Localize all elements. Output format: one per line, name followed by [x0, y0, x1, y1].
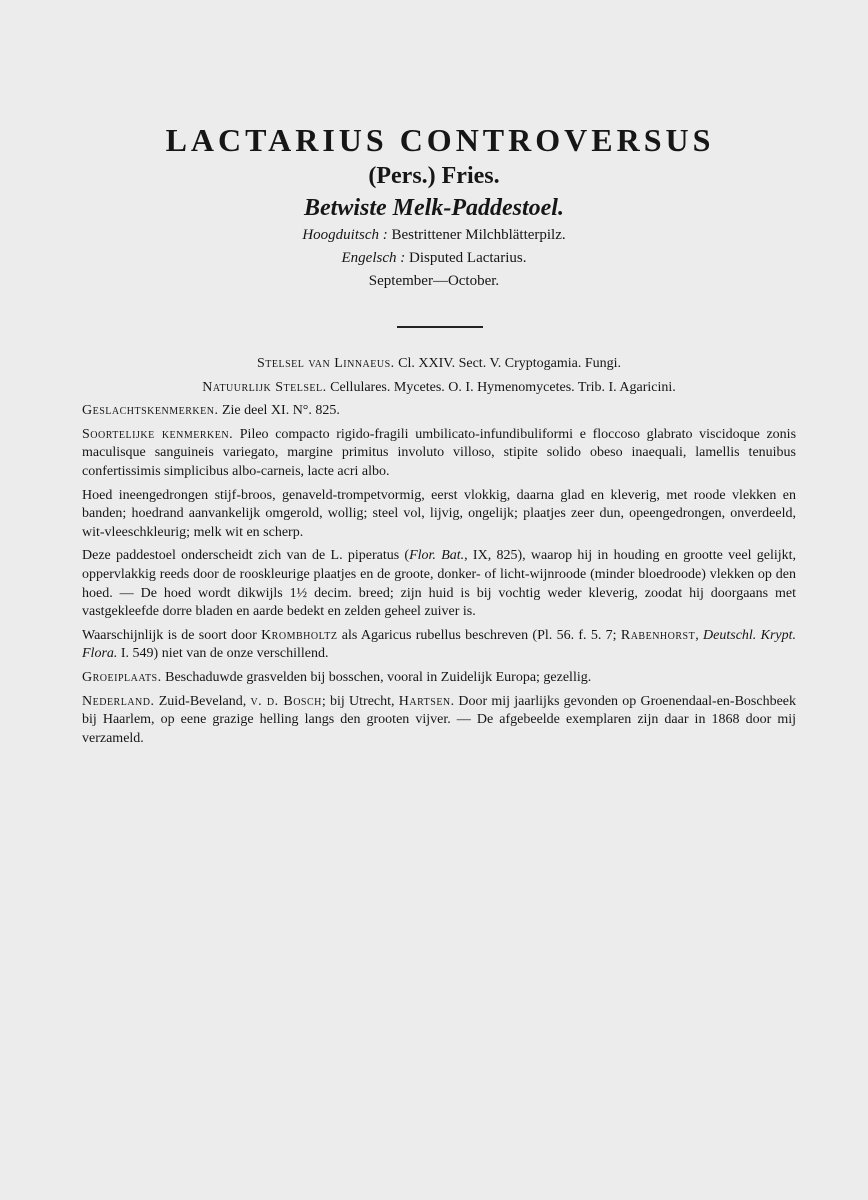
season: September—October.	[368, 273, 500, 289]
synonym-text-2: als Agaricus rubellus beschreven (Pl. 56. f. 5. 7;	[341, 627, 617, 643]
linnaeus-system	[82, 355, 796, 374]
nl-collector-2: Hartsen	[398, 693, 451, 709]
comparison-text-1: Deze paddestoel onderscheidt zich van de L. piperatus (	[82, 548, 410, 564]
genus-characters	[82, 402, 796, 421]
natural-text: Cellulares. Mycetes. O. I. Hymenomycetes. Trib. I. Agaricini.	[330, 379, 676, 395]
synonym-text-1: Waarschijnlijk is de soort door	[82, 627, 257, 643]
species-authority: (Pers.) Fries.	[368, 163, 500, 189]
nl-collector-1: v. d. Bosch	[250, 693, 322, 709]
genus-label: Geslachtskenmerken.	[82, 403, 219, 419]
species-text: Pileo compacto rigido-fragili umbilicato-infundibuliformi e floccoso glabrato viscidoque zonis maculisque sanguineis variegato, margine primitus involuto villoso, stipite solido obeso inaequali, lamellis tenuibus confertissimis simplicibus albo-carneis, lacte acri albo.	[82, 426, 797, 479]
german-name: Bestrittener Milchblätterpilz.	[391, 227, 566, 243]
natural-label: Natuurlijk Stelsel.	[202, 379, 327, 395]
body-text	[82, 355, 796, 753]
comparison-paragraph	[82, 547, 796, 621]
comparison-text-2: , IX, 825), waarop hij in houding en grootte veel gelijkt, oppervlakkig reeds door de rooskleurige plaatjes en de groote, donker- of licht-wijnroode (minder bloedroode) vlekken op den hoed. — De hoed wordt dikwijls 1½ decim. breed; zijn huid is bij vochtig weder kleverig, zoodat hij doorgaans met vastgekleefde dorre bladen en aarde bedekt en zelden geheel zuiver is.	[82, 548, 797, 620]
title-block	[0, 120, 868, 293]
synonym-text-4: I. 549) niet van de onze verschillend.	[120, 646, 329, 662]
description-paragraph: Hoed ineengedrongen stijf-broos, genaveld-trompetvormig, eerst vlokkig, daarna glad en kleverig, met roode vlekken en banden; hoedrand aanvankelijk omgerold, wollig; steel vol, lijvig, ongelijk; plaatjes zeer dun, opeengedrongen, onverdeeld, wit-vleeschkleurig; melk wit en scherp.	[82, 487, 796, 540]
netherlands-paragraph	[82, 693, 796, 749]
synonym-author: Krombholtz	[261, 627, 338, 643]
english-label: Engelsch :	[341, 250, 406, 266]
nl-text-2: ; bij Utrecht,	[321, 693, 395, 709]
german-label: Hoogduitsch :	[302, 227, 388, 243]
english-name: Disputed Lactarius.	[409, 250, 527, 266]
synonym-text-3: ,	[695, 627, 699, 643]
nl-text-3: . Door mij jaarlijks gevonden op Groenendaal-en-Boschbeek bij Haarlem, op eene grazige helling langs den grooten vijver. — De afgebeelde exemplaren zijn daar in 1868 door mij verzameld.	[82, 693, 797, 746]
species-label: Soortelijke kenmerken.	[82, 426, 234, 442]
dutch-common-name: Betwiste Melk-Paddestoel.	[304, 195, 564, 221]
nl-text-1: Zuid-Beveland,	[158, 693, 247, 709]
habitat-paragraph	[82, 669, 796, 688]
habitat-label: Groeiplaats.	[82, 669, 162, 685]
english-name-line	[0, 247, 868, 270]
divider-rule	[397, 326, 483, 328]
german-name-line	[0, 224, 868, 247]
linnaeus-text: Cl. XXIV. Sect. V. Cryptogamia. Fungi.	[398, 356, 622, 371]
linnaeus-label: Stelsel van Linnaeus.	[256, 356, 395, 371]
comparison-ref: Flor. Bat.	[409, 548, 465, 564]
synonym-author-2: Rabenhorst	[620, 627, 696, 643]
synonym-paragraph	[82, 627, 796, 664]
natural-system	[82, 379, 796, 398]
genus-text: Zie deel XI. N°. 825.	[221, 403, 340, 419]
habitat-text: Beschaduwde grasvelden bij bosschen, vooral in Zuidelijk Europa; gezellig.	[165, 669, 592, 685]
synonym-ref: Deutschl. Krypt. Flora.	[82, 627, 796, 662]
nl-label: Nederland.	[82, 693, 155, 709]
species-characters	[82, 426, 796, 482]
species-title: LACTARIUS CONTROVERSUS	[165, 122, 715, 158]
